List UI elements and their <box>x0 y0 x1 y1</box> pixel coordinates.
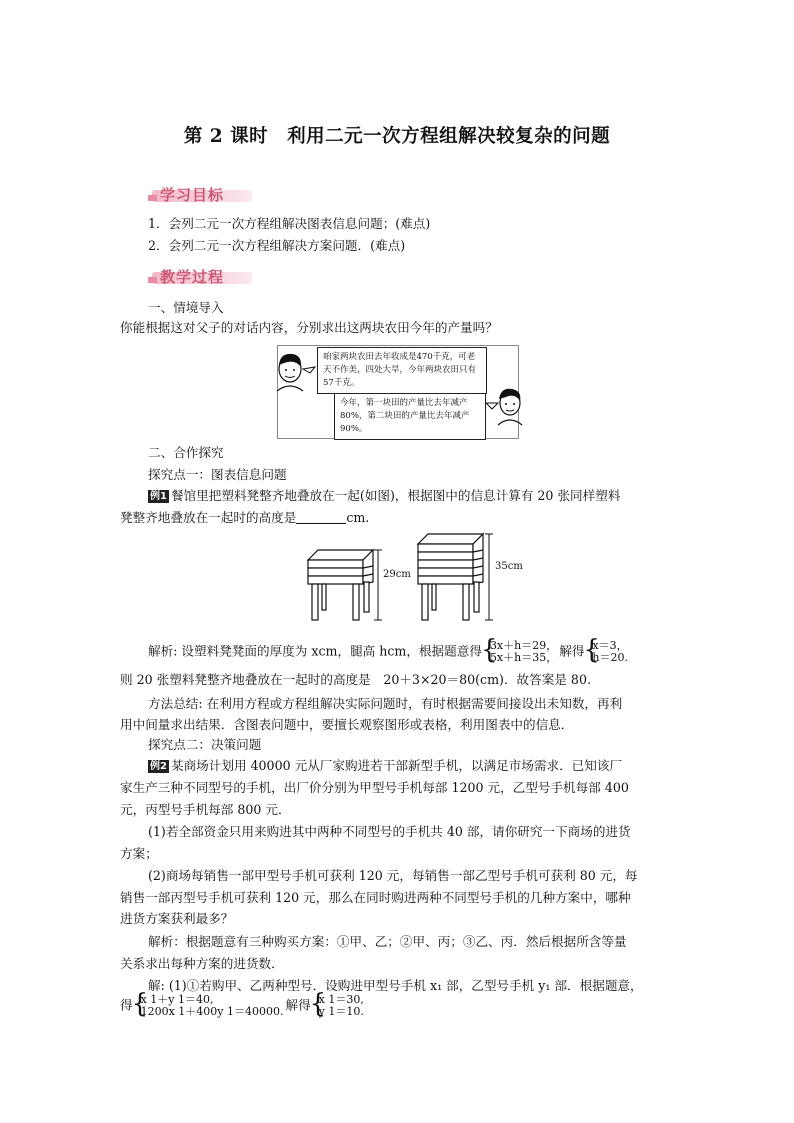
solve-word: 解得 <box>285 997 311 1013</box>
goal-item-1: 1．会列二元一次方程组解决图表信息问题；(难点) <box>148 216 431 231</box>
explore-point-1: 探究点一：图表信息问题 <box>148 467 287 482</box>
example-2-line-2: 家生产三种不同型号的手机，出厂价分别为甲型号手机每部 1200 元，乙型号手机每部 400 <box>120 780 629 795</box>
intro-question: 你能根据这对父子的对话内容，分别求出这两块农田今年的产量吗？ <box>120 320 498 335</box>
example-1-solution <box>148 640 630 664</box>
solve-word: 解得 <box>559 643 585 659</box>
solution-line: x 1＝30, <box>318 993 364 1006</box>
stool-height-label-35: 35cm <box>495 561 523 572</box>
equation-line: 1200x 1＋400y 1＝40000. <box>140 1005 284 1018</box>
example-1-text: 餐馆里把塑料凳整齐地叠放在一起(如图)，根据图中的信息计算有 20 张同样塑料 <box>170 488 621 503</box>
solution-system-2 <box>313 994 364 1018</box>
page-title: 第 2 课时 利用二元一次方程组解决较复杂的问题 <box>183 126 611 147</box>
solution-text: 解析: 设塑料凳凳面的厚度为 xcm，腿高 hcm，根据题意得 <box>148 643 482 659</box>
example-1-badge: 例1 <box>150 491 167 502</box>
method-summary-line-1: 方法总结: 在利用方程或方程组解决实际问题时，有时根据需要间接设出未知数，再利 <box>148 696 623 711</box>
question-2-line-3: 进货方案获利最多？ <box>120 911 234 926</box>
analysis-line-2: 关系求出每种方案的进货数． <box>120 956 284 971</box>
explore-point-2: 探究点二：决策问题 <box>148 737 262 752</box>
analysis-line-1: 解析：根据题意有三种购买方案：①甲、乙；②甲、丙；③乙、丙．然后根据所含等量 <box>148 934 627 949</box>
stools-figure <box>300 532 530 627</box>
section-banner-teaching-process <box>152 266 252 286</box>
explore-heading: 二、合作探究 <box>148 445 224 460</box>
son-figure-icon <box>498 389 522 425</box>
speech-bubble-son: 今年，第一块田的产量比去年减产80%，第二块田的产量比去年减产90%。 <box>334 393 486 440</box>
solution-system-1 <box>586 640 628 664</box>
example-2-badge: 例2 <box>150 761 167 772</box>
question-1-line-1: (1)若全部资金只用来购进其中两种不同型号的手机共 40 部，请你研究一下商场的进货 <box>148 824 631 839</box>
solution-line: y 1＝10. <box>318 1005 364 1018</box>
question-1-line-2: 方案； <box>120 846 158 861</box>
section-banner-label: 学习目标 <box>160 186 225 204</box>
stool-stack-tall <box>418 534 483 620</box>
answer-line-1: 解: (1)①若购甲、乙两种型号．设购进甲型号手机 x₁ 部，乙型号手机 y₁ 部．根据题意， <box>148 978 643 993</box>
stool-stack-short <box>308 550 373 620</box>
answer-prefix: 得 <box>120 997 133 1013</box>
equation-line: x 1＋y 1＝40, <box>140 993 214 1006</box>
speech-bubble-father: 咱家两块农田去年收成是470千克，可老天不作美，四处大旱，今年两块农田只有57千克。 <box>317 347 487 394</box>
answer-unit: cm. <box>346 510 370 525</box>
equation-line: 5x＋h＝35， <box>489 651 558 664</box>
example-1-text-cont: 凳整齐地叠放在一起时的高度是 <box>120 510 297 525</box>
intro-heading: 一、情境导入 <box>148 300 224 315</box>
solution-line: h＝20. <box>592 651 628 664</box>
equation-system-1 <box>484 640 557 664</box>
father-figure-icon <box>277 354 303 391</box>
question-2-line-1: (2)商场每销售一部甲型号手机可获利 120 元，每销售一部乙型号手机可获利 80 元，每 <box>148 868 638 883</box>
method-summary-line-2: 用中间量求出结果．含图表问题中，要擅长观察图形或表格，利用图表中的信息． <box>120 717 574 732</box>
answer-line-2 <box>120 994 366 1018</box>
example-2-text: 某商场计划用 40000 元从厂家购进若干部新型手机，以满足市场需求．已知该厂 <box>170 758 623 773</box>
equation-line: 3x＋h＝29， <box>489 639 558 652</box>
stool-height-label-29: 29cm <box>383 569 411 580</box>
solution-line: x＝3， <box>592 639 628 652</box>
example-1-line-1 <box>148 486 620 506</box>
answer-blank <box>296 511 346 524</box>
section-banner-label: 教学过程 <box>160 268 225 286</box>
section-banner-learning-goals <box>152 184 252 204</box>
example-1-conclusion: 则 20 张塑料凳整齐地叠放在一起时的高度是 20＋3×20＝80(cm)．故答案是 80. <box>120 672 591 687</box>
example-2-line-3: 元，丙型号手机每部 800 元． <box>120 802 291 817</box>
example-1-line-2 <box>120 508 369 528</box>
example-2-line-1 <box>148 756 622 776</box>
equation-system-2 <box>135 994 284 1018</box>
question-2-line-2: 销售一部丙型号手机可获利 120 元，那么在同时购进两种不同型号手机的几种方案中，哪种 <box>120 890 631 905</box>
goal-item-2: 2．会列二元一次方程组解决方案问题．(难点) <box>148 238 406 253</box>
